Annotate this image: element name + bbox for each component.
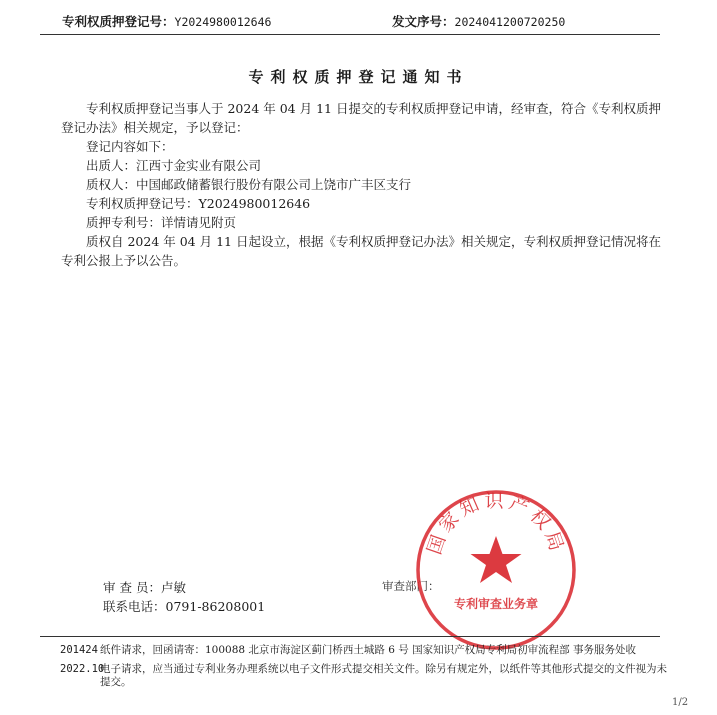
note-code: 2022.10 [60, 663, 105, 675]
registration-number-value: Y2024980012646 [174, 15, 272, 29]
footer-notes [60, 644, 670, 695]
header-divider [40, 34, 660, 35]
registration-line: 专利权质押登记号：Y2024980012646 [86, 196, 311, 211]
registration-number-field [62, 12, 271, 30]
page-number: 1/2 [672, 697, 689, 708]
document-serial-field [392, 12, 565, 30]
intro-paragraph: 专利权质押登记当事人于 2024 年 04 月 11 日提交的专利权质押登记申请，经审查，符合《专利权质押登记办法》相关规定，予以登记： [61, 101, 661, 135]
footer-divider [40, 636, 660, 637]
registration-number-label: 专利权质押登记号： [62, 14, 175, 29]
document-header [40, 12, 676, 30]
phone-label: 联系电话： [103, 599, 166, 614]
examiner-name: 卢敏 [160, 580, 186, 595]
note-text: 电子请求，应当通过专利业务办理系统以电子文件形式提交相关文件。除另有规定外，以纸件等其他形式提交的文件视为未提交。 [100, 663, 667, 688]
pledgee-line: 质权人：中国邮政储蓄银行股份有限公司上饶市广丰区支行 [86, 177, 412, 192]
note-code: 201424 [60, 644, 98, 656]
examiner-label: 审 查 员： [103, 580, 161, 595]
seal-bottom-text: 专利审查业务章 [453, 597, 539, 611]
document-body [61, 99, 661, 270]
official-seal [412, 486, 580, 654]
phone-row [103, 597, 265, 616]
phone-number: 0791-86208001 [165, 599, 266, 614]
content-label: 登记内容如下： [86, 139, 174, 154]
seal-top-text: 国家知识产权局 [423, 490, 569, 558]
note-text: 纸件请求，回函请寄：100088 北京市海淀区蓟门桥西土城路 6 号 国家知识产权局专利局初审流程部 事务服务处收 [100, 644, 636, 656]
seal-star-icon [471, 536, 522, 583]
note-row [60, 644, 670, 657]
document-title: 专利权质押登记通知书 [248, 68, 469, 86]
department-label: 审查部门： [382, 579, 440, 593]
document-serial-label: 发文序号： [392, 14, 455, 29]
examiner-row [103, 578, 265, 597]
examiner-info [103, 578, 265, 616]
patent-number-line: 质押专利号：详情请见附页 [86, 215, 237, 230]
pledgor-line: 出质人：江西寸金实业有限公司 [86, 158, 262, 173]
document-serial-value: 2024041200720250 [454, 15, 566, 29]
closing-paragraph: 质权自 2024 年 04 月 11 日起设立，根据《专利权质押登记办法》相关规定，专利权质押登记情况将在专利公报上予以公告。 [61, 234, 661, 268]
note-row [60, 663, 670, 689]
